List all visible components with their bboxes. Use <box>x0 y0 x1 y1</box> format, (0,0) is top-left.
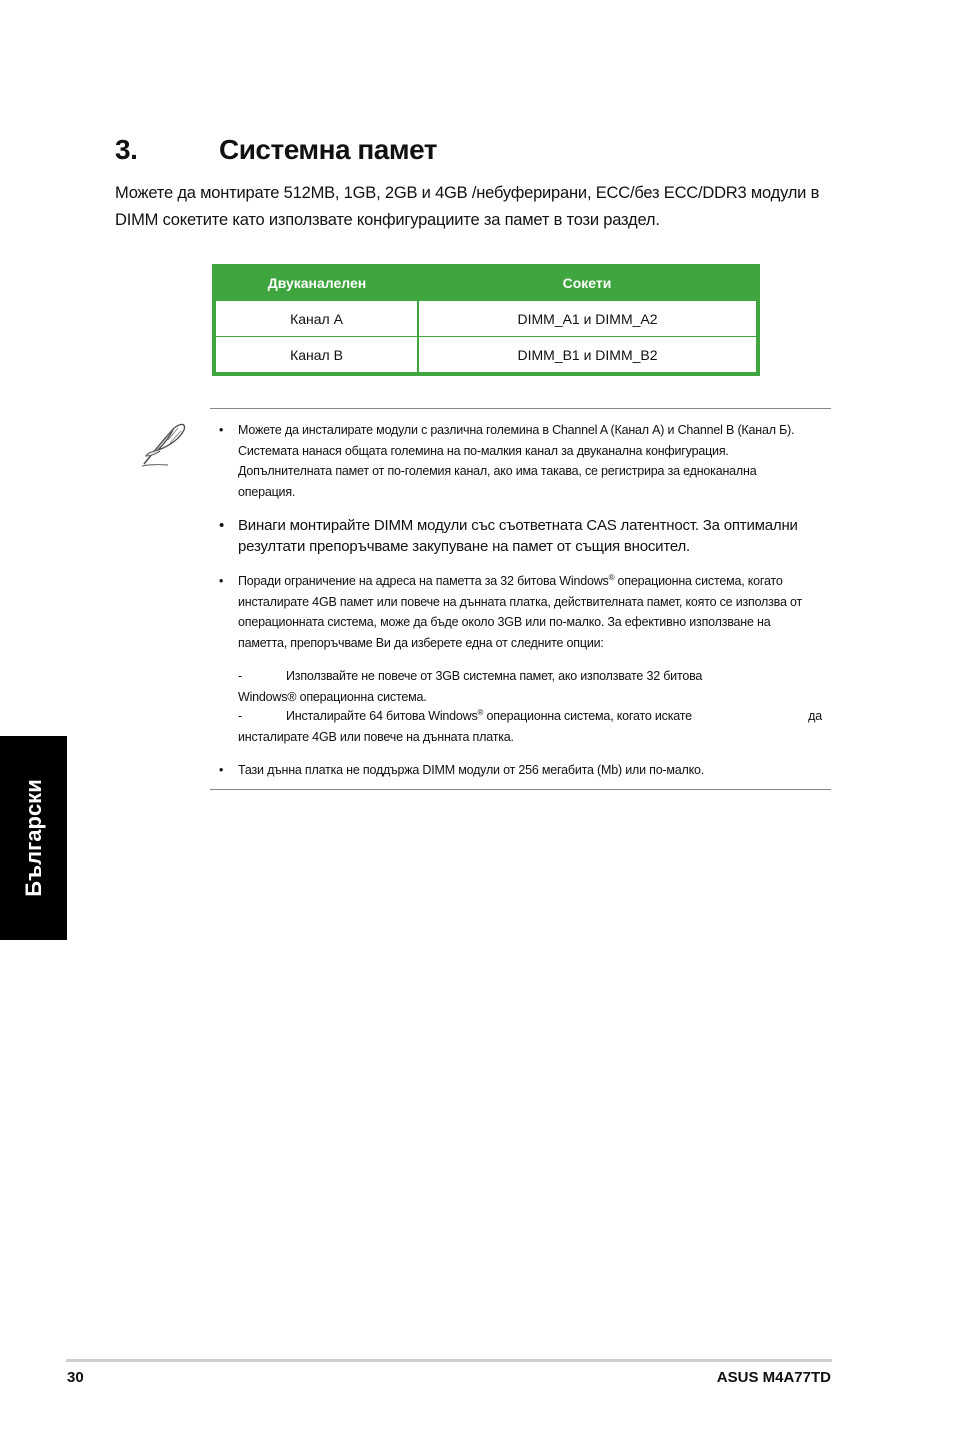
bullet-dot: • <box>219 423 224 437</box>
table-cell-channel: Канал B <box>216 337 419 372</box>
subitem-text: Инсталирайте 64 битова Windows® операционна система, когато искате <box>286 707 692 723</box>
note-bullet-1 <box>219 420 809 502</box>
page-number: 30 <box>67 1369 84 1386</box>
note-text: Тази дънна платка не поддържа DIMM модули от 256 мегабита (Mb) или по-малко. <box>238 763 705 777</box>
section-title: Системна памет <box>219 134 438 165</box>
product-model: ASUS M4A77TD <box>716 1369 831 1386</box>
footer-divider <box>66 1359 832 1362</box>
table-header-row <box>216 264 756 301</box>
subitem-text: Използвайте не повече от 3GB системна памет, ако използвате 32 битова <box>286 669 703 683</box>
note-bullet-2 <box>219 515 809 557</box>
table-header-sockets: Сокети <box>562 274 612 291</box>
bullet-dot: • <box>219 763 224 777</box>
dash-symbol: - <box>238 709 242 723</box>
note-text: Винаги монтирайте DIMM модули със съответната CAS латентност. За оптимални резултати препоръчваме закупуване на памет от същия вносител. <box>238 517 798 555</box>
note-text: Поради ограничение на адреса на паметта за 32 битова Windows® операционна система, когато инсталирате 4GB памет или повече на дънната платка, действителната памет, която се използва от операционната система, може да бъде около 3GB или по-малко. За ефективно използване на паметта, препоръчваме Ви да изберете една от следните опции: <box>238 572 803 650</box>
note-text: Можете да инсталирате модули с различна големина в Channel A (Канал A) и Channel B (Канал Б). Системата нанася общата големина на по-малкия канал за двуканална конфигурация. Допълнителната памет от по-големия канал, ако има такава, се регистрира за едноканална операция. <box>238 423 795 499</box>
table-cell-channel: Канал A <box>216 301 419 336</box>
table-cell-sockets: DIMM_B1 и DIMM_B2 <box>517 346 658 363</box>
table-row <box>216 337 756 372</box>
language-side-tab <box>0 736 67 940</box>
note-bullet-4 <box>219 760 809 781</box>
table-row <box>216 301 756 336</box>
subitem-text: да <box>808 709 822 723</box>
dash-symbol: - <box>238 669 242 683</box>
section-number: 3. <box>115 134 138 165</box>
table-cell-sockets: DIMM_A1 и DIMM_A2 <box>517 310 658 327</box>
feather-pen-icon <box>138 418 190 470</box>
note-bullet-3 <box>219 571 809 653</box>
memory-config-table <box>212 264 760 376</box>
intro-paragraph: Можете да монтирате 512MB, 1GB, 2GB и 4GB /небуферирани, ECC/без ECC/DDR3 модули в DIMM сокетите като използвате конфигурациите за памет в този раздел. <box>115 184 820 229</box>
table-header-channel: Двуканалелен <box>267 274 367 291</box>
bullet-dot: • <box>219 517 225 534</box>
note-subitem-1 <box>238 666 828 707</box>
bullet-dot: • <box>219 574 224 588</box>
subitem-text: инсталирате 4GB или повече на дънната платка. <box>238 729 514 744</box>
section-heading <box>115 134 437 166</box>
subitem-text: Windows® операционна система. <box>238 689 427 704</box>
note-subitem-2 <box>238 706 828 747</box>
language-label: Български <box>20 779 46 897</box>
